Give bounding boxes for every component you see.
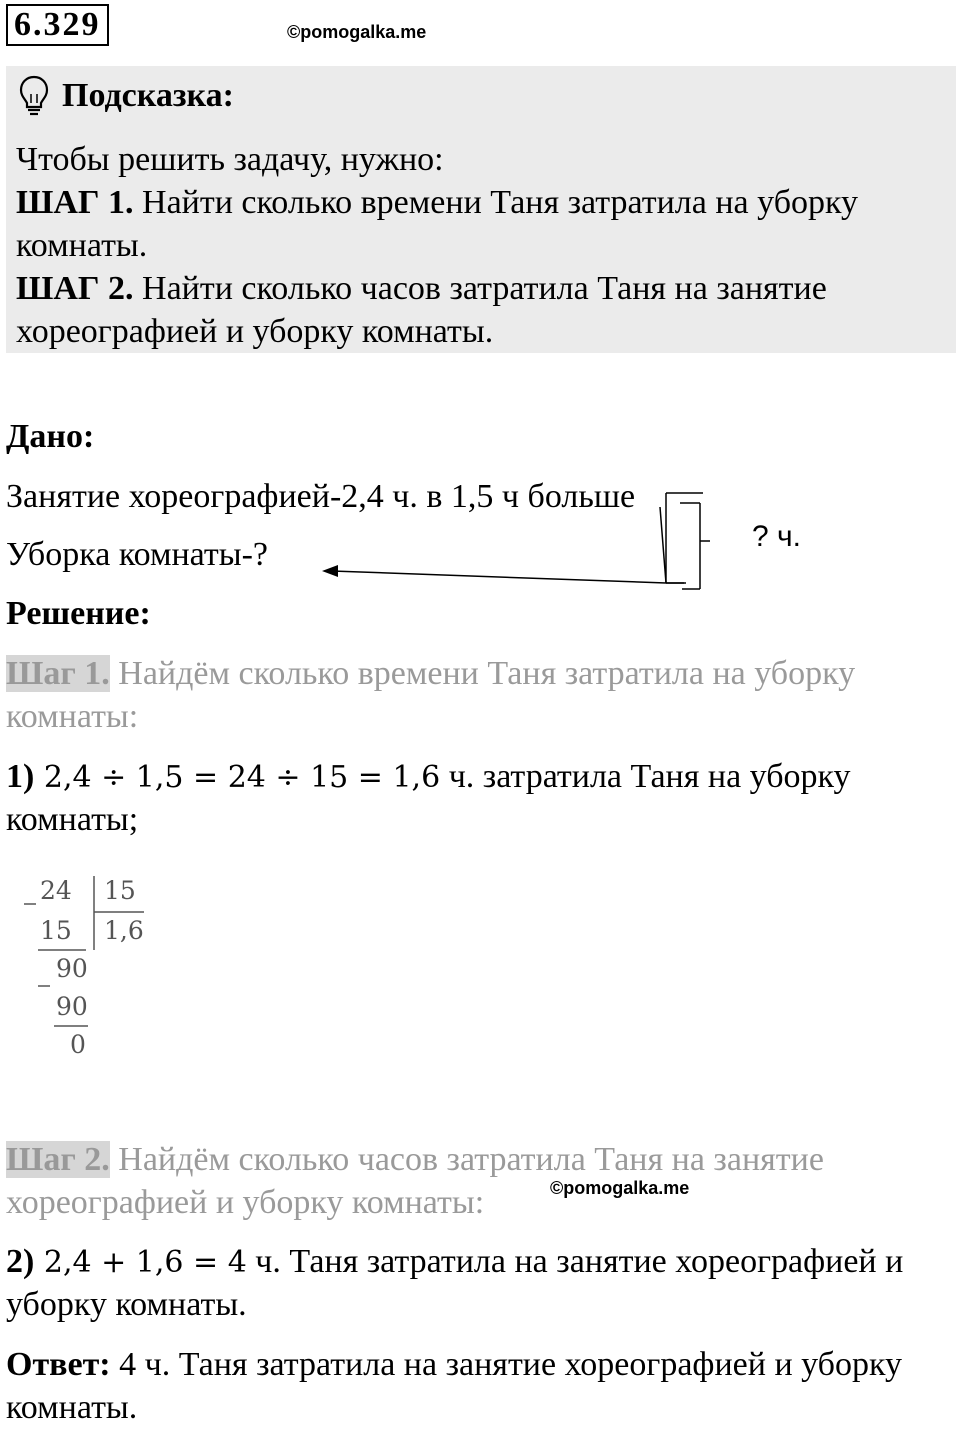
- given-title: Дано:: [6, 418, 95, 455]
- answer-text: 4 ч. Таня затратила на занятие хореографией и уборку: [110, 1346, 903, 1383]
- answer-cont: комнаты.: [6, 1389, 138, 1426]
- ld-sub1: 15: [40, 916, 72, 945]
- calc1-number: 1): [6, 758, 35, 795]
- solution-step2: [6, 1138, 824, 1181]
- solution-step2-label: Шаг 2.: [6, 1141, 110, 1178]
- hint-step1-cont: комнаты.: [16, 227, 148, 264]
- hint-step1: [16, 181, 858, 224]
- solution-step2-text: Найдём сколько часов затратила Таня на занятие: [109, 1141, 824, 1178]
- solution-step1-cont: комнаты:: [6, 698, 139, 735]
- ld-dividend: 24: [40, 876, 72, 905]
- given-line2: Уборка комнаты-?: [6, 536, 269, 573]
- hint-intro: Чтобы решить задачу, нужно:: [16, 141, 444, 178]
- calc2-cont: уборку комнаты.: [6, 1286, 247, 1323]
- ld-rem2: 0: [70, 1030, 86, 1059]
- calc1-cont: комнаты;: [6, 801, 139, 838]
- given-line1: Занятие хореографией-2,4 ч. в 1,5 ч больше: [6, 478, 636, 515]
- lightbulb-icon: [18, 74, 50, 121]
- hint-title: Подсказка:: [62, 77, 234, 114]
- hint-step1-text: Найти сколько времени Таня затратила на уборку: [133, 184, 859, 221]
- calc2: [6, 1240, 903, 1284]
- question-label: ? ч.: [752, 520, 801, 553]
- long-division: [20, 868, 160, 1068]
- calc2-text: ч. Таня затратила на занятие хореографией и: [246, 1243, 904, 1280]
- calc2-number: 2): [6, 1243, 35, 1280]
- hint-step1-label: ШАГ 1.: [16, 184, 134, 221]
- problem-number: 6.329: [6, 4, 109, 46]
- ld-lines: [20, 868, 160, 1068]
- ld-divisor: 15: [104, 876, 136, 905]
- calc1-expression: 2,4 ÷ 1,5 = 24 ÷ 15 = 1,6: [34, 760, 441, 795]
- calc2-expression: 2,4 + 1,6 = 4: [34, 1245, 247, 1280]
- watermark-2: ©pomogalka.me: [550, 1178, 690, 1198]
- solution-title: Решение:: [6, 595, 151, 632]
- hint-step2-text: Найти сколько часов затратила Таня на занятие: [133, 270, 827, 307]
- solution-step1-text: Найдём сколько времени Таня затратила на уборку: [109, 655, 856, 692]
- calc1-text: ч. затратила Таня на уборку: [440, 758, 851, 795]
- given-diagram: [310, 485, 710, 600]
- solution-step2-cont: хореографией и уборку комнаты:: [6, 1184, 485, 1221]
- solution-step1-label: Шаг 1.: [6, 655, 110, 692]
- calc1: [6, 755, 851, 799]
- ld-quotient: 1,6: [104, 916, 144, 945]
- hint-step2: [16, 267, 827, 310]
- ld-rem1: 90: [56, 954, 88, 983]
- hint-step2-label: ШАГ 2.: [16, 270, 134, 307]
- hint-step2-cont: хореографией и уборку комнаты.: [16, 313, 494, 350]
- answer: [6, 1343, 902, 1386]
- watermark: ©pomogalka.me: [287, 22, 427, 42]
- answer-label: Ответ:: [6, 1346, 111, 1383]
- solution-step1: [6, 652, 855, 695]
- ld-sub2: 90: [56, 992, 88, 1021]
